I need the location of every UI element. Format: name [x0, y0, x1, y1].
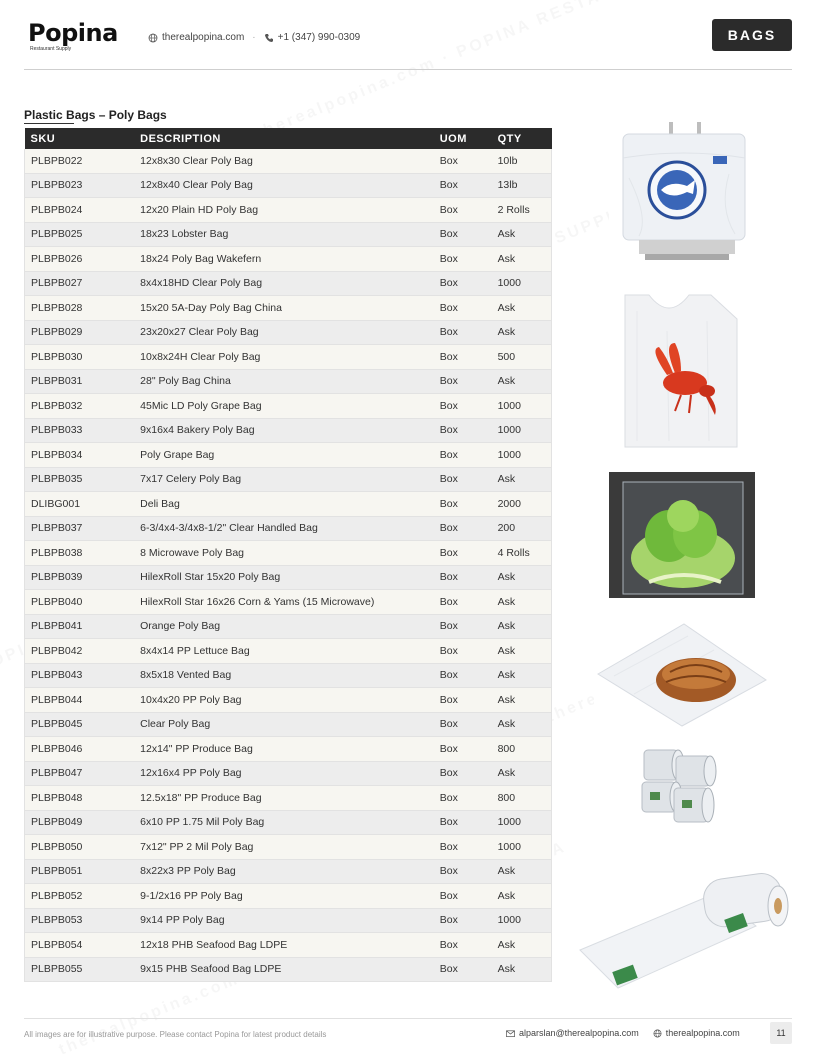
product-table — [24, 128, 552, 982]
sku-cell: PLBPB025 — [25, 222, 135, 247]
qty-cell: Ask — [492, 222, 552, 247]
footer-contact — [506, 1028, 740, 1038]
uom-cell: Box — [434, 908, 492, 933]
qty-cell: Ask — [492, 296, 552, 321]
uom-cell: Box — [434, 737, 492, 762]
description-cell: 9x14 PP Poly Bag — [134, 908, 434, 933]
table-row — [25, 394, 552, 419]
page-header — [24, 18, 792, 70]
sku-cell: PLBPB044 — [25, 688, 135, 713]
description-cell: 9-1/2x16 PP Poly Bag — [134, 884, 434, 909]
header-website[interactable]: therealpopina.com — [162, 32, 245, 43]
table-row — [25, 418, 552, 443]
qty-cell: Ask — [492, 859, 552, 884]
brand-tagline: Restaurant Supply — [30, 46, 72, 52]
uom-cell: Box — [434, 443, 492, 468]
uom-cell: Box — [434, 859, 492, 884]
qty-cell: Ask — [492, 639, 552, 664]
description-cell: Clear Poly Bag — [134, 712, 434, 737]
column-header-qty: QTY — [492, 128, 552, 149]
table-row — [25, 908, 552, 933]
qty-cell: Ask — [492, 712, 552, 737]
footer-disclaimer: All images are for illustrative purpose. Please contact Popina for latest product details — [24, 1030, 327, 1039]
table-row — [25, 492, 552, 517]
product-table-container — [24, 128, 552, 982]
sku-cell: PLBPB023 — [25, 173, 135, 198]
table-row — [25, 639, 552, 664]
uom-cell: Box — [434, 884, 492, 909]
table-row — [25, 541, 552, 566]
email-icon — [506, 1029, 515, 1038]
sku-cell: PLBPB055 — [25, 957, 135, 982]
uom-cell: Box — [434, 296, 492, 321]
qty-cell: 1000 — [492, 835, 552, 860]
sku-cell: PLBPB022 — [25, 149, 135, 173]
uom-cell: Box — [434, 565, 492, 590]
uom-cell: Box — [434, 467, 492, 492]
qty-cell: Ask — [492, 369, 552, 394]
description-cell: 18x24 Poly Bag Wakefern — [134, 247, 434, 272]
uom-cell: Box — [434, 786, 492, 811]
sku-cell: PLBPB029 — [25, 320, 135, 345]
table-row — [25, 884, 552, 909]
sku-cell: PLBPB042 — [25, 639, 135, 664]
section-title: Plastic Bags – Poly Bags — [24, 108, 167, 122]
fresh-seafood-bag-image — [609, 118, 755, 264]
table-row — [25, 712, 552, 737]
table-row — [25, 957, 552, 982]
qty-cell: 4 Rolls — [492, 541, 552, 566]
uom-cell: Box — [434, 271, 492, 296]
qty-cell: Ask — [492, 247, 552, 272]
qty-cell: 1000 — [492, 810, 552, 835]
sku-cell: PLBPB031 — [25, 369, 135, 394]
description-cell: 23x20x27 Clear Poly Bag — [134, 320, 434, 345]
uom-cell: Box — [434, 369, 492, 394]
column-header-sku: SKU — [25, 128, 135, 149]
uom-cell: Box — [434, 247, 492, 272]
table-row — [25, 369, 552, 394]
qty-cell: Ask — [492, 467, 552, 492]
table-row — [25, 296, 552, 321]
sku-cell: PLBPB052 — [25, 884, 135, 909]
table-row — [25, 222, 552, 247]
sku-cell: PLBPB026 — [25, 247, 135, 272]
header-contact — [148, 32, 360, 43]
description-cell: 12x20 Plain HD Poly Bag — [134, 198, 434, 223]
table-row — [25, 590, 552, 615]
qty-cell: Ask — [492, 590, 552, 615]
uom-cell: Box — [434, 933, 492, 958]
qty-cell: Ask — [492, 320, 552, 345]
uom-cell: Box — [434, 639, 492, 664]
sku-cell: PLBPB039 — [25, 565, 135, 590]
sku-cell: PLBPB041 — [25, 614, 135, 639]
sku-cell: PLBPB049 — [25, 810, 135, 835]
description-cell: 8 Microwave Poly Bag — [134, 541, 434, 566]
description-cell: 8x4x14 PP Lettuce Bag — [134, 639, 434, 664]
footer-website[interactable]: therealpopina.com — [665, 1028, 740, 1038]
sku-cell: PLBPB040 — [25, 590, 135, 615]
description-cell: 6-3/4x4-3/4x8-1/2" Clear Handled Bag — [134, 516, 434, 541]
table-row — [25, 565, 552, 590]
qty-cell: 800 — [492, 737, 552, 762]
header-divider — [24, 69, 792, 70]
uom-cell: Box — [434, 320, 492, 345]
table-header — [25, 128, 552, 149]
sku-cell: PLBPB051 — [25, 859, 135, 884]
description-cell: Orange Poly Bag — [134, 614, 434, 639]
description-cell: 12x8x40 Clear Poly Bag — [134, 173, 434, 198]
brand-logo — [28, 20, 118, 52]
qty-cell: 10lb — [492, 149, 552, 173]
qty-cell: 1000 — [492, 908, 552, 933]
description-cell: 6x10 PP 1.75 Mil Poly Bag — [134, 810, 434, 835]
table-row — [25, 345, 552, 370]
table-row — [25, 467, 552, 492]
qty-cell: 200 — [492, 516, 552, 541]
table-row — [25, 149, 552, 173]
table-row — [25, 761, 552, 786]
description-cell: Poly Grape Bag — [134, 443, 434, 468]
table-row — [25, 688, 552, 713]
table-row — [25, 516, 552, 541]
column-header-description: DESCRIPTION — [134, 128, 434, 149]
sku-cell: PLBPB038 — [25, 541, 135, 566]
description-cell: 12x8x30 Clear Poly Bag — [134, 149, 434, 173]
description-cell: 10x8x24H Clear Poly Bag — [134, 345, 434, 370]
table-row — [25, 614, 552, 639]
uom-cell: Box — [434, 663, 492, 688]
description-cell: 15x20 5A-Day Poly Bag China — [134, 296, 434, 321]
globe-icon — [148, 33, 158, 43]
sku-cell: PLBPB043 — [25, 663, 135, 688]
uom-cell: Box — [434, 835, 492, 860]
description-cell: Deli Bag — [134, 492, 434, 517]
sku-cell: PLBPB037 — [25, 516, 135, 541]
description-cell: 12x18 PHB Seafood Bag LDPE — [134, 933, 434, 958]
uom-cell: Box — [434, 614, 492, 639]
qty-cell: 2 Rolls — [492, 198, 552, 223]
table-row — [25, 835, 552, 860]
table-row — [25, 443, 552, 468]
lettuce-bag-image — [609, 472, 755, 598]
sku-cell: DLIBG001 — [25, 492, 135, 517]
section-title-underline — [24, 123, 74, 124]
uom-cell: Box — [434, 394, 492, 419]
uom-cell: Box — [434, 173, 492, 198]
description-cell: 18x23 Lobster Bag — [134, 222, 434, 247]
description-cell: 8x4x18HD Clear Poly Bag — [134, 271, 434, 296]
qty-cell: Ask — [492, 663, 552, 688]
description-cell: 12x16x4 PP Poly Bag — [134, 761, 434, 786]
qty-cell: Ask — [492, 688, 552, 713]
uom-cell: Box — [434, 712, 492, 737]
sku-cell: PLBPB046 — [25, 737, 135, 762]
uom-cell: Box — [434, 688, 492, 713]
sku-cell: PLBPB048 — [25, 786, 135, 811]
sku-cell: PLBPB033 — [25, 418, 135, 443]
page-number: 11 — [770, 1022, 792, 1044]
description-cell: HilexRoll Star 16x26 Corn & Yams (15 Microwave) — [134, 590, 434, 615]
uom-cell: Box — [434, 541, 492, 566]
description-cell: 8x22x3 PP Poly Bag — [134, 859, 434, 884]
lobster-bag-image — [597, 291, 741, 451]
table-row — [25, 859, 552, 884]
uom-cell: Box — [434, 418, 492, 443]
uom-cell: Box — [434, 222, 492, 247]
poly-bag-rolls-image — [638, 742, 722, 838]
sku-cell: PLBPB024 — [25, 198, 135, 223]
table-row — [25, 786, 552, 811]
table-row — [25, 663, 552, 688]
phone-icon — [264, 33, 274, 43]
footer-divider — [24, 1018, 792, 1019]
sku-cell: PLBPB030 — [25, 345, 135, 370]
qty-cell: 1000 — [492, 394, 552, 419]
uom-cell: Box — [434, 957, 492, 982]
qty-cell: 1000 — [492, 443, 552, 468]
qty-cell: 1000 — [492, 418, 552, 443]
uom-cell: Box — [434, 492, 492, 517]
uom-cell: Box — [434, 590, 492, 615]
qty-cell: Ask — [492, 884, 552, 909]
uom-cell: Box — [434, 149, 492, 173]
sku-cell: PLBPB035 — [25, 467, 135, 492]
table-row — [25, 810, 552, 835]
description-cell: 28" Poly Bag China — [134, 369, 434, 394]
brand-name: Popina — [28, 19, 118, 47]
qty-cell: Ask — [492, 565, 552, 590]
sku-cell: PLBPB050 — [25, 835, 135, 860]
sku-cell: PLBPB034 — [25, 443, 135, 468]
table-row — [25, 247, 552, 272]
sku-cell: PLBPB028 — [25, 296, 135, 321]
uom-cell: Box — [434, 516, 492, 541]
header-separator: · — [252, 32, 256, 43]
bread-bag-image — [594, 614, 768, 728]
qty-cell: Ask — [492, 614, 552, 639]
table-row — [25, 198, 552, 223]
qty-cell: 13lb — [492, 173, 552, 198]
table-body — [25, 149, 552, 982]
uom-cell: Box — [434, 810, 492, 835]
uom-cell: Box — [434, 761, 492, 786]
description-cell: 45Mic LD Poly Grape Bag — [134, 394, 434, 419]
sku-cell: PLBPB047 — [25, 761, 135, 786]
description-cell: 12x14" PP Produce Bag — [134, 737, 434, 762]
description-cell: 8x5x18 Vented Bag — [134, 663, 434, 688]
sku-cell: PLBPB054 — [25, 933, 135, 958]
footer-email[interactable]: alparslan@therealpopina.com — [519, 1028, 639, 1038]
table-row — [25, 173, 552, 198]
uom-cell: Box — [434, 345, 492, 370]
uom-cell: Box — [434, 198, 492, 223]
qty-cell: Ask — [492, 761, 552, 786]
section-badge: BAGS — [712, 19, 792, 51]
sku-cell: PLBPB053 — [25, 908, 135, 933]
description-cell: 7x17 Celery Poly Bag — [134, 467, 434, 492]
table-row — [25, 320, 552, 345]
qty-cell: 500 — [492, 345, 552, 370]
produce-bag-roll-image — [574, 864, 796, 992]
qty-cell: 2000 — [492, 492, 552, 517]
header-phone[interactable]: +1 (347) 990-0309 — [277, 32, 361, 43]
description-cell: 9x16x4 Bakery Poly Bag — [134, 418, 434, 443]
description-cell: 10x4x20 PP Poly Bag — [134, 688, 434, 713]
table-row — [25, 933, 552, 958]
sku-cell: PLBPB027 — [25, 271, 135, 296]
qty-cell: Ask — [492, 957, 552, 982]
description-cell: HilexRoll Star 15x20 Poly Bag — [134, 565, 434, 590]
description-cell: 9x15 PHB Seafood Bag LDPE — [134, 957, 434, 982]
qty-cell: 800 — [492, 786, 552, 811]
description-cell: 12.5x18" PP Produce Bag — [134, 786, 434, 811]
globe-icon — [653, 1029, 662, 1038]
qty-cell: Ask — [492, 933, 552, 958]
table-row — [25, 737, 552, 762]
sku-cell: PLBPB045 — [25, 712, 135, 737]
qty-cell: 1000 — [492, 271, 552, 296]
column-header-uom: UOM — [434, 128, 492, 149]
table-row — [25, 271, 552, 296]
description-cell: 7x12" PP 2 Mil Poly Bag — [134, 835, 434, 860]
sku-cell: PLBPB032 — [25, 394, 135, 419]
